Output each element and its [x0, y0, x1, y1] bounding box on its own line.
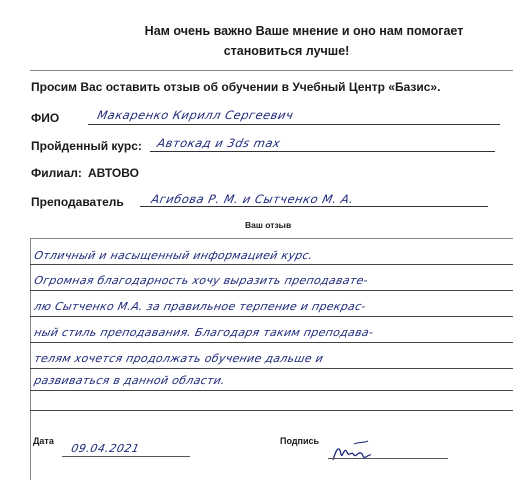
- teacher-label: Преподаватель: [31, 195, 124, 209]
- review-line-1: Отличный и насыщенный информацией курс.: [33, 249, 315, 262]
- date-label: Дата: [33, 436, 54, 446]
- review-top-border: [30, 238, 513, 239]
- review-rule-2: [30, 290, 513, 291]
- teacher-value: Агибова Р. М. и Сытченко М. А.: [150, 192, 356, 206]
- date-value: 09.04.2021: [70, 442, 141, 455]
- teacher-underline: [140, 206, 488, 207]
- signature-mark: [330, 438, 374, 466]
- review-left-border: [30, 238, 31, 480]
- review-rule-3: [30, 316, 513, 317]
- course-label: Пройденный курс:: [31, 139, 142, 153]
- course-underline: [150, 151, 495, 152]
- date-underline: [62, 456, 190, 457]
- review-rule-1: [30, 264, 513, 265]
- review-rule-7: [30, 410, 513, 411]
- review-line-4: ный стиль преподавания. Благодаря таким преподава-: [33, 326, 375, 339]
- review-line-3: лю Сытченко М.А. за правильное терпение и прекрас-: [33, 300, 368, 313]
- branch-label: Филиал:: [31, 166, 82, 180]
- signature-underline: [328, 458, 448, 459]
- review-rule-5: [30, 368, 513, 369]
- fio-value: Макаренко Кирилл Сергеевич: [96, 108, 295, 122]
- fio-label: ФИО: [31, 111, 60, 125]
- request-text: Просим Вас оставить отзыв об обучении в Учебный Центр «Базис».: [31, 80, 441, 94]
- review-label: Ваш отзыв: [245, 220, 292, 230]
- course-value: Автокад и 3ds max: [156, 136, 282, 150]
- header-divider: [30, 70, 513, 71]
- review-rule-4: [30, 342, 513, 343]
- review-line-6: развиваться в данной области.: [33, 374, 227, 387]
- branch-value: АВТОВО: [88, 166, 139, 180]
- review-line-2: Огромная благодарность хочу выразить преподавате-: [33, 274, 370, 287]
- fio-underline: [88, 124, 500, 125]
- review-line-5: телям хочется продолжать обучение дальше и: [33, 352, 325, 365]
- review-rule-6: [30, 390, 513, 391]
- header-line-1: Нам очень важно Ваше мнение и оно нам помогает: [144, 24, 464, 38]
- signature-label: Подпись: [280, 436, 320, 446]
- header-line-2: становиться лучше!: [223, 44, 350, 58]
